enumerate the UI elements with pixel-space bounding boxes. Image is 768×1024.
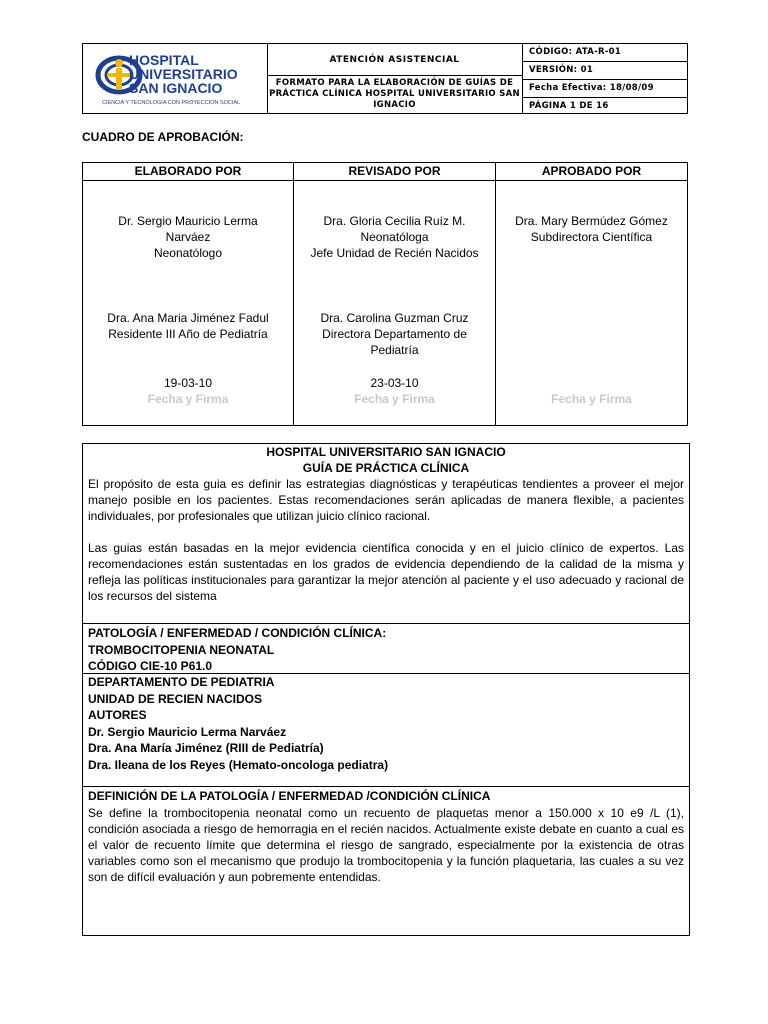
doc-version: VERSIÓN: 01: [523, 62, 687, 80]
author-2: [83, 310, 293, 342]
logo-line2: UNIVERSITARIO: [129, 66, 238, 82]
date-block: [496, 391, 687, 407]
logo-line1: HOSPITAL: [129, 52, 199, 68]
signature-label: Fecha y Firma: [354, 392, 435, 406]
name-line: Dr. Sergio Mauricio Lerma: [118, 214, 258, 228]
doc-code: CÓDIGO: ATA-R-01: [523, 44, 687, 62]
name-line: Narváez: [165, 230, 211, 244]
approval-date: 19-03-10: [163, 376, 213, 390]
col-header: REVISADO POR: [294, 163, 495, 181]
name-line: Dra. Ana Maria Jiménez Fadul: [107, 311, 269, 325]
role-line: Neonatóloga: [360, 230, 429, 244]
hospital-logo: [83, 44, 268, 113]
authors-heading: AUTORES: [88, 708, 147, 722]
guide-hospital-title: HOSPITAL UNIVERSITARIO SAN IGNACIO: [266, 445, 506, 459]
header-format-title: FORMATO PARA LA ELABORACIÓN DE GUÍAS DE PRÁCTICA CLÍNICA HOSPITAL UNIVERSITARIO SAN IGNACIO: [269, 78, 520, 110]
approver-1: [496, 213, 687, 245]
date-block: [294, 375, 495, 407]
role-line: Subdirectora Científica: [530, 230, 653, 244]
name-line: Dra. Gloria Cecilia Ruíz M.: [323, 214, 466, 228]
header-middle: [267, 44, 523, 113]
pathology-code: CÓDIGO CIE-10 P61.0: [88, 659, 213, 673]
signature-label: Fecha y Firma: [551, 392, 632, 406]
department-name: DEPARTAMENTO DE PEDIATRIA: [88, 675, 275, 689]
pathology-section: [83, 624, 689, 674]
approval-col-aprobado: [496, 163, 687, 425]
reviewer-1: [294, 213, 495, 261]
author-line: Dra. Ana María Jiménez (RIII de Pediatría): [88, 741, 324, 755]
pathology-heading: PATOLOGÍA / ENFERMEDAD / CONDICIÓN CLÍNICA:: [88, 626, 387, 640]
author-1: [83, 213, 293, 261]
department-section: [83, 674, 689, 787]
definition-paragraph: Se define la trombocitopenia neonatal como un recuento de plaquetas menor a 150.000 x 10 e9 /L (1), condición asociada a riesgo de hemorragia en el recién nacidos. Actualmente existe debate en cuanto a cual es el valor de recuento límite que determina el riesgo de sangrado, especialmente por la existencia de otras variables como son el mecanismo que produjo la trombocitopenia y la función plaquetaria, las cuales a su vez son de difícil evaluación y aun pobremente entendidas.: [88, 805, 684, 884]
approval-table: [82, 162, 688, 426]
name-line: Dra. Carolina Guzman Cruz: [320, 311, 469, 325]
role-line: Pediatría: [370, 343, 419, 357]
role-line: Residente III Año de Pediatría: [108, 327, 268, 341]
approval-col-elaborado: [83, 163, 294, 425]
hospital-name: [129, 53, 238, 95]
author-line: Dra. Ileana de los Reyes (Hemato-oncologa pediatra): [88, 757, 389, 772]
guide-intro-section: [83, 444, 689, 624]
header-meta: [523, 44, 687, 113]
approval-title: CUADRO DE APROBACIÓN:: [82, 130, 244, 144]
role-line: Neonatólogo: [153, 246, 223, 260]
doc-effective-date: Fecha Efectiva: 18/08/09: [523, 80, 687, 98]
approval-col-revisado: [294, 163, 496, 425]
definition-heading: DEFINICIÓN DE LA PATOLOGÍA / ENFERMEDAD /CONDICIÓN CLÍNICA: [88, 789, 491, 803]
col-header: ELABORADO POR: [83, 163, 293, 181]
role-line: Directora Departamento de: [322, 327, 467, 341]
header-area: ATENCIÓN ASISTENCIAL: [267, 44, 522, 76]
role-line: Jefe Unidad de Recién Nacidos: [310, 246, 479, 260]
guide-box: [82, 443, 690, 936]
doc-page-number: PÁGINA 1 DE 16: [529, 101, 609, 111]
approval-date: 23-03-10: [370, 376, 419, 390]
logo-tagline: CIENCIA Y TECNOLOGIA CON PROYECCION SOCIAL: [102, 100, 241, 106]
col-header: APROBADO POR: [496, 163, 687, 181]
definition-section: [83, 787, 689, 935]
reviewer-2: [294, 310, 495, 358]
document-header: [82, 43, 688, 114]
intro-paragraph-2: Las guias están basadas en la mejor evidencia científica conocida y en el juicio clínico de expertos. Las recomendaciones están sustentadas en los grados de evidencia dependiendo de la calidad de la misma y refleja las políticas institucionales para garantizar la mejor atención al paciente y el uso adecuado y racional de los recursos del sistema: [88, 541, 684, 603]
unit-name: UNIDAD DE RECIEN NACIDOS: [88, 691, 263, 706]
name-line: Dra. Mary Bermúdez Gómez: [515, 214, 668, 228]
guide-title: GUÍA DE PRÁCTICA CLÍNICA: [302, 461, 470, 475]
signature-label: Fecha y Firma: [147, 392, 229, 406]
date-block: [83, 375, 293, 407]
logo-line3: SAN IGNACIO: [129, 80, 223, 96]
author-line: Dr. Sergio Mauricio Lerma Narváez: [88, 724, 287, 739]
intro-paragraph-1: El propósito de esta guia es definir las estrategias diagnósticas y terapéuticas tendientes a proveer el mejor manejo posible en los pacientes. Estas recomendaciones serán aplicadas de manera flexible, a pacientes individuales, por profesionales que utilizan juicio clínico racional.: [88, 477, 684, 523]
pathology-name: TROMBOCITOPENIA NEONATAL: [88, 642, 275, 657]
